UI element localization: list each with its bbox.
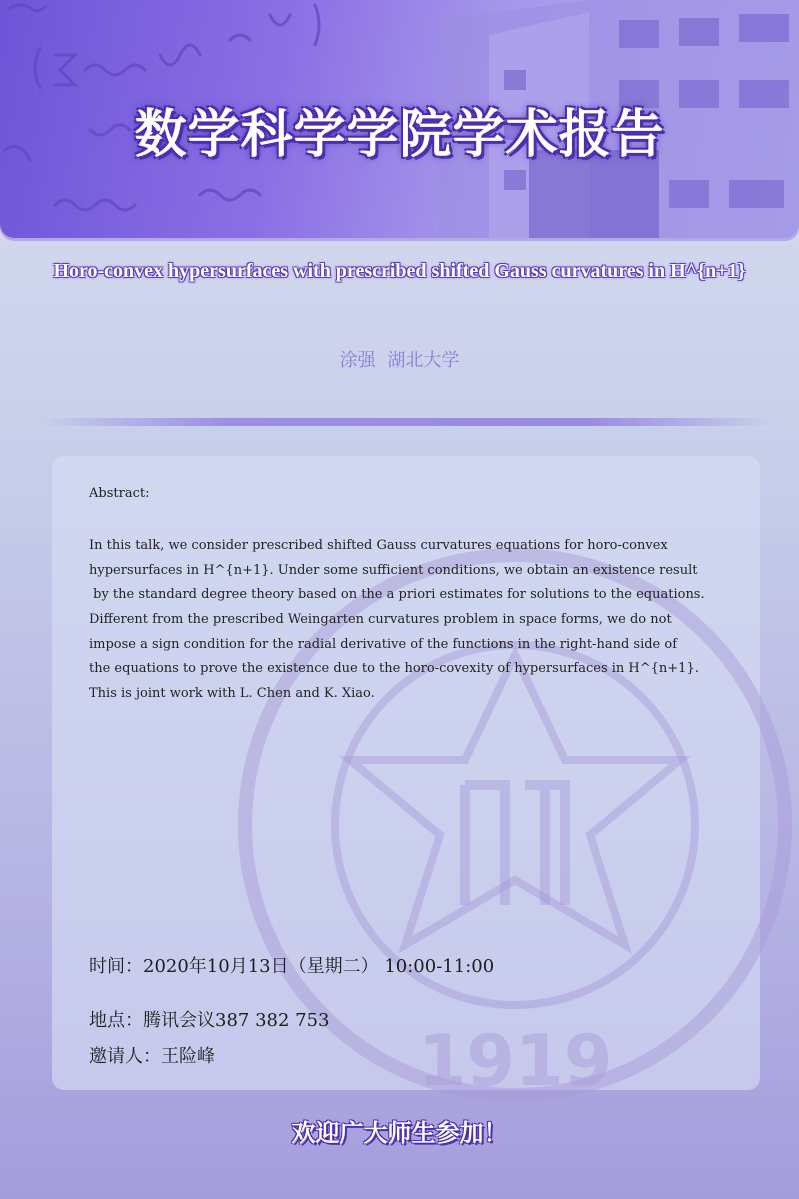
abstract-line: This is joint work with L. Chen and K. Xiao.	[89, 686, 375, 702]
abstract-line: Different from the prescribed Weingarten curvatures problem in space forms, we do not	[89, 612, 672, 628]
banner-title: 数学科学学院学术报告	[134, 105, 665, 165]
abstract-line: hypersurfaces in H^{n+1}. Under some sufficient conditions, we obtain an existence result	[89, 562, 698, 578]
abstract-heading: Abstract:	[89, 486, 150, 501]
footer-welcome: 欢迎广大师生参加！	[291, 1119, 508, 1147]
abstract-line: impose a sign condition for the radial derivative of the functions in the right-hand side of	[89, 636, 678, 652]
header-banner	[0, 0, 799, 238]
abstract-line: In this talk, we consider prescribed shifted Gauss curvatures equations for horo-convex	[89, 538, 668, 553]
event-time: 时间：2020年10月13日（星期二） 10:00-11:00	[89, 956, 495, 977]
seal-year: 1919	[417, 1020, 613, 1102]
speaker: 涂强 湖北大学	[339, 350, 460, 371]
talk-title: Horo-convex hypersurfaces with prescribed shifted Gauss curvatures in H^{n+1}	[53, 260, 746, 282]
abstract-line: the equations to prove the existence due to the horo-covexity of hypersurfaces in H^{n+1}.	[89, 661, 699, 677]
abstract-line: by the standard degree theory based on the a priori estimates for solutions to the equations.	[89, 587, 705, 603]
event-host: 邀请人：王险峰	[89, 1046, 215, 1067]
event-place: 地点：腾讯会议387 382 753	[89, 1010, 330, 1031]
divider	[38, 418, 774, 426]
abstract-body	[89, 534, 749, 707]
